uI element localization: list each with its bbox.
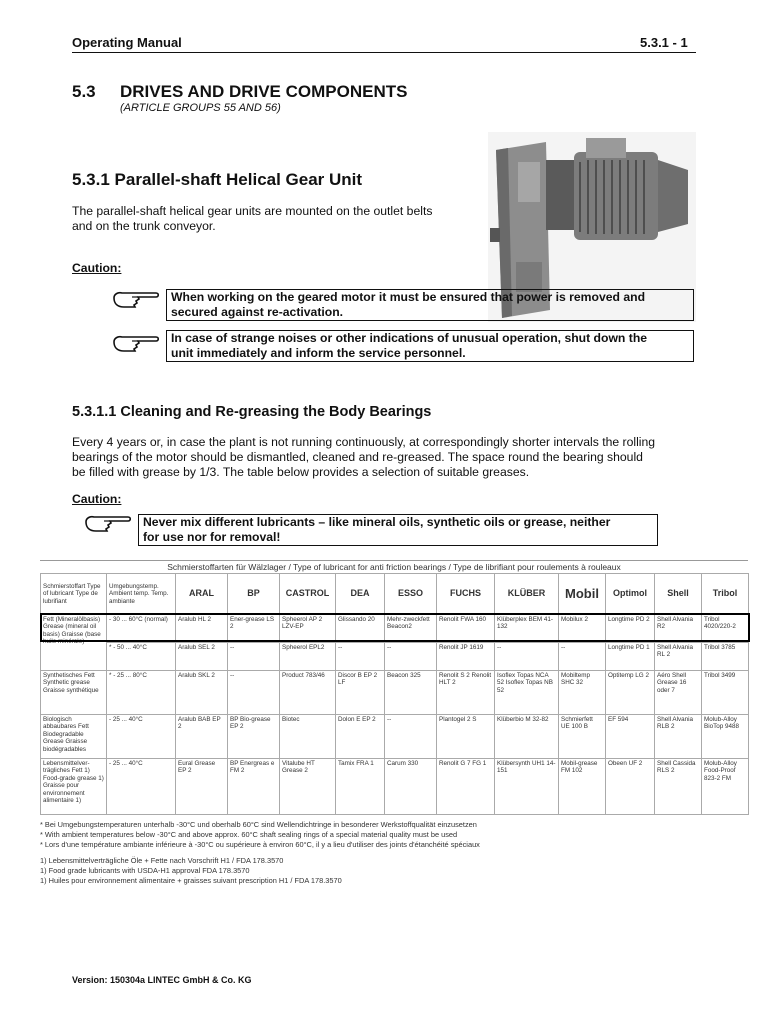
brand-dea-logo: DEA: [336, 574, 385, 615]
cell: Beacon 325: [385, 671, 437, 715]
row-temp: - 30 ... 60°C (normal): [107, 615, 176, 643]
cell: Ener-grease LS 2: [228, 615, 280, 643]
brand-kluber-logo: KLÜBER: [495, 574, 559, 615]
cell: Plantogel 2 S: [437, 715, 495, 759]
warning-power-line2: secured against re-activation.: [171, 305, 344, 319]
cell: Spheerol AP 2 LZV-EP: [280, 615, 336, 643]
warning-noises-line2: unit immediately and inform the service personnel.: [171, 346, 466, 360]
cell: Isoflex Topas NCA 52 Isoflex Topas NB 52: [495, 671, 559, 715]
footnote: 1) Food grade lubricants with USDA-H1 approval FDA 178.3570: [40, 866, 250, 875]
cell: Shell Alvania R2: [655, 615, 702, 643]
cell: Mobil-grease FM 102: [559, 759, 606, 815]
cell: Klüberbio M 32-82: [495, 715, 559, 759]
warning-box-power: [166, 289, 694, 321]
brand-shell-logo: Shell: [655, 574, 702, 615]
brand-fuchs-logo: FUCHS: [437, 574, 495, 615]
footnote: * Lors d'une température ambiante inférieure à -30°C ou supérieure à environ 60°C, il y a lieu d'utiliser des joints d'étanchéité spéciaux: [40, 840, 480, 849]
cell: Klübersynth UH1 14-151: [495, 759, 559, 815]
footer-version: Version: 150304a LINTEC GmbH & Co. KG: [72, 975, 252, 985]
cell: Aralub HL 2: [176, 615, 228, 643]
cell: BP Energreas e FM 2: [228, 759, 280, 815]
brand-optimol-logo: Optimol: [606, 574, 655, 615]
warning-noises-line1: In case of strange noises or other indications of unusual operation, shut down the: [171, 331, 648, 345]
caution-label: Caution:: [72, 492, 122, 506]
cell: --: [495, 643, 559, 671]
caution-label: Caution:: [72, 261, 122, 275]
section-number: 5.3: [72, 82, 96, 101]
cell: --: [336, 643, 385, 671]
pointing-hand-icon: [84, 512, 132, 536]
cell: Aralub SKL 2: [176, 671, 228, 715]
cell: Mobiltemp SHC 32: [559, 671, 606, 715]
warning-power-line1: When working on the geared motor it must be ensured that power is removed and: [171, 290, 646, 304]
cell: --: [228, 671, 280, 715]
footnote: * Bei Umgebungstemperaturen unterhalb -30°C und oberhalb 60°C sind Wellendichtringe in besonderer Werkstoffqualität einzusetzen: [40, 820, 477, 829]
subsection-text-line1: The parallel-shaft helical gear units are mounted on the outlet belts: [72, 204, 433, 218]
cell: EF 594: [606, 715, 655, 759]
row-temp: * - 25 ... 80°C: [107, 671, 176, 715]
header-title: Operating Manual: [72, 35, 182, 50]
cell: Mehr-zweckfett Beacon2: [385, 615, 437, 643]
footnote: 1) Lebensmittelverträgliche Öle + Fette nach Vorschrift H1 / FDA 178.3570: [40, 856, 284, 865]
cell: Product 783/46: [280, 671, 336, 715]
cell: Renolit S 2 Renolit HLT 2: [437, 671, 495, 715]
cell: Dolon E EP 2: [336, 715, 385, 759]
row-temp: - 25 ... 40°C: [107, 715, 176, 759]
subsection-title: 5.3.1 Parallel-shaft Helical Gear Unit: [72, 170, 363, 189]
cell: --: [228, 643, 280, 671]
table-row: [41, 643, 749, 671]
header-ambient-temp: Umgebungstemp. Ambient temp. Temp. ambiante: [107, 574, 176, 615]
section-title: DRIVES AND DRIVE COMPONENTS: [120, 82, 408, 101]
brand-mobil-logo: Mobil: [559, 574, 606, 615]
section-subtitle: (ARTICLE GROUPS 55 AND 56): [120, 102, 281, 114]
cell: Tribol 3785: [702, 643, 749, 671]
row-type: Biologisch abbaubares Fett Biodegradable Grease Graisse biodégradables: [41, 715, 107, 759]
cleaning-title: 5.3.1.1 Cleaning and Re-greasing the Body Bearings: [72, 404, 432, 420]
header-page-number: 5.3.1 - 1: [640, 35, 688, 50]
table-row: [41, 715, 749, 759]
cell: Molub-Alloy BioTop 9488: [702, 715, 749, 759]
warning-box-noises: [166, 330, 694, 362]
brand-tribol-logo: Tribol: [702, 574, 749, 615]
footnote: * With ambient temperatures below -30°C and above approx. 60°C shaft sealing rings of a special material quality must be used: [40, 830, 458, 839]
cell: --: [559, 643, 606, 671]
cell: --: [385, 715, 437, 759]
subsection-text-line2: and on the trunk conveyor.: [72, 219, 216, 233]
cell: Aéro Shell Grease 16 oder 7: [655, 671, 702, 715]
cell: Aralub BAB EP 2: [176, 715, 228, 759]
cell: Tribol 4020/220-2: [702, 615, 749, 643]
row-type: Synthetisches Fett Synthetic grease Graisse synthétique: [41, 671, 107, 715]
pointing-hand-icon: [112, 288, 160, 312]
cell: Vitalube HT Grease 2: [280, 759, 336, 815]
warning-mixing-line2: for use nor for removal!: [143, 530, 281, 544]
warning-box-mixing: [138, 514, 658, 546]
cell: Longtime PD 2: [606, 615, 655, 643]
cell: BP Bio-grease EP 2: [228, 715, 280, 759]
row-type: Lebensmittelver-trägliches Fett 1) Food-grade grease 1) Graisse pour environnement alimentaire 1): [41, 759, 107, 815]
row-temp: * - 50 ... 40°C: [107, 643, 176, 671]
cell: Spheerol EPL2: [280, 643, 336, 671]
cell: Klüberplex BEM 41-132: [495, 615, 559, 643]
cell: Carum 330: [385, 759, 437, 815]
brand-esso-logo: ESSO: [385, 574, 437, 615]
cell: Biotec: [280, 715, 336, 759]
table-row: [41, 671, 749, 715]
cell: Eural Grease EP 2: [176, 759, 228, 815]
cell: Renolit JP 1619: [437, 643, 495, 671]
cell: Obeen UF 2: [606, 759, 655, 815]
table-header-row: [41, 574, 749, 615]
warning-mixing-line1: Never mix different lubricants – like mineral oils, synthetic oils or grease, neither: [143, 515, 611, 529]
cell: Mobilux 2: [559, 615, 606, 643]
table-row: [41, 615, 749, 643]
cell: Shell Cassida RLS 2: [655, 759, 702, 815]
table-row: [41, 759, 749, 815]
cleaning-text-line3: be filled with grease by 1/3. The table below provides a selection of suitable greases.: [72, 465, 530, 479]
lubricant-table-title: Schmierstoffarten für Wälzlager / Type of lubricant for anti friction bearings / Type de librifiant pour roulements à rouleaux: [40, 560, 748, 574]
cell: --: [385, 643, 437, 671]
cell: Glissando 20: [336, 615, 385, 643]
cell: Renolit FWA 160: [437, 615, 495, 643]
brand-aral-logo: ARAL: [176, 574, 228, 615]
header-rule: [72, 52, 696, 53]
cleaning-text-line2: bearings of the motor should be dismantled, cleaned and re-greased. The space round the bearing should: [72, 450, 643, 464]
footnote: 1) Huiles pour environnement alimentaire + graisses suivant prescription H1 / FDA 178.3570: [40, 876, 342, 885]
brand-bp-logo: BP: [228, 574, 280, 615]
row-temp: - 25 ... 40°C: [107, 759, 176, 815]
cell: Longtime PD 1: [606, 643, 655, 671]
cell: Tamix FRA 1: [336, 759, 385, 815]
header-lubricant-type: Schmierstoffart Type of lubricant Type de lubrifiant: [41, 574, 107, 615]
cleaning-text-line1: Every 4 years or, in case the plant is not running continuously, at correspondingly shorter intervals the rolling: [72, 435, 656, 449]
brand-castrol-logo: CASTROL: [280, 574, 336, 615]
section-heading: [72, 82, 407, 102]
pointing-hand-icon: [112, 332, 160, 356]
cell: Renolit G 7 FG 1: [437, 759, 495, 815]
cell: Tribol 3499: [702, 671, 749, 715]
cell: Molub-Alloy Food-Proof 823-2 FM: [702, 759, 749, 815]
row-type: Fett (Mineralölbasis) Grease (mineral oil basis) Graisse (base huile minérale): [41, 615, 107, 671]
cell: Optitemp LG 2: [606, 671, 655, 715]
cell: Schmierfett UE 100 B: [559, 715, 606, 759]
cell: Shell Alvania RL 2: [655, 643, 702, 671]
cell: Aralub SEL 2: [176, 643, 228, 671]
cell: Discor B EP 2 LF: [336, 671, 385, 715]
cell: Shell Alvania RLB 2: [655, 715, 702, 759]
lubricant-table: [40, 573, 749, 815]
